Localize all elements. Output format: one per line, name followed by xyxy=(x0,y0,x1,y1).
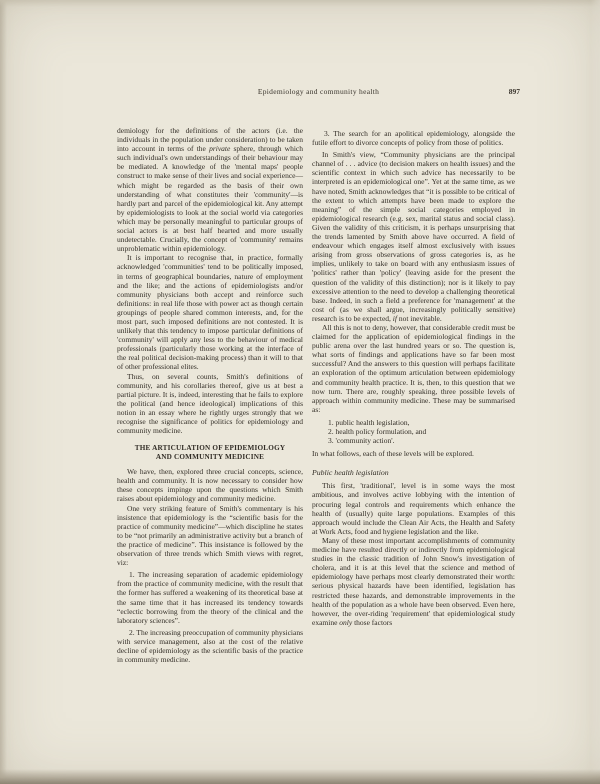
paragraph xyxy=(117,253,303,371)
text-run: 3. The search for an apolitical epidemiology, alongside the futile effort to divorce concepts of policy from those of politics. xyxy=(312,129,515,148)
text-run: One very striking feature of Smith's commentary is his insistence that epidemiology is the “scientific basis for the practice of community medicine”—which discipline he states to be “not primarily an administrative activity but a branch of the practice of medicine”. This insistance is followed by the observation of three trends which Smith views with regret, viz: xyxy=(117,503,303,568)
text-run: sphere, through which such individual's own understandings of their behaviour may be mediated. A knowledge of the 'mental maps' people construct to make sense of their lives and social experience—which might be regarded as the basis of their own understanding of what constitutes their 'community'—is hardly part and parcel of the epidemiological kit. Any attempt by epidemiologists to look at the social world via categories which may be personally meaningful to particular groups of social actors is at best half hearted and more usually undetectable. Crucially, the concept of 'community' remains unproblematic within epidemiology. xyxy=(117,144,303,254)
paragraph xyxy=(312,536,515,627)
text-run: In what follows, each of these levels will be explored. xyxy=(312,449,474,459)
column-right xyxy=(312,126,515,627)
text-run: private xyxy=(209,144,231,154)
running-head-title: Epidemiology and community health xyxy=(257,87,380,96)
text-run: only xyxy=(339,617,353,627)
paragraph xyxy=(117,467,303,503)
page-edge-shadow-top xyxy=(0,0,600,7)
text-run: 2. The increasing preoccupation of community physicians with service management, also at the cost of the relative decline of epidemiology as the scientific basis of the practice in community medicine. xyxy=(117,627,303,665)
page-edge-highlight-right xyxy=(591,0,600,784)
text-run: 1. The increasing separation of academic epidemiology from the practice of community medicine, with the result that the former has suffered a weakening of its theoretical base at the same time that it has increased its tendency towards “eclectic borrowing from the theory of the clinical and the laboratory sciences”. xyxy=(117,570,303,625)
text-run: Many of these most important accomplishments of community medicine have resulted directly or indirectly from epidemiological studies in the classic tradition of John Snow's investigation of cholera, and it is at this level that the science and method of epidemiology have perhaps most clearly demonstrated their worth: serious physical hazards have been identified, legislation has restricted these hazards, and demonstrable improvements in the health of the population as a whole have been observed. Even here, however, the over-riding 'requirement' that epidemiological study examine xyxy=(312,535,515,627)
page-number: 897 xyxy=(508,87,520,96)
list-item: 2. health policy formulation, and xyxy=(328,427,427,436)
paragraph xyxy=(117,504,303,568)
section-heading-line: AND COMMUNITY MEDICINE xyxy=(155,453,265,462)
page-edge-shadow-bottom xyxy=(0,769,600,784)
text-run: It is important to recognise that, in practice, formally acknowledged 'communities' tend to be politically imposed, in terms of geographical boundaries, nature of employment and the like; and the actions of epidemiologists and/or community physicians both accept and reinforce such definitions: in real life those with power act as though certain groupings of people shared common interests, and, for the most part, such imposed definitions are not contested. It is unlikely that this tendency to impose particular definitions of 'community' will apply any less to the behaviour of medical professionals (particularly those working at the interface of the real political decision-making process) than it will to that of other professional elites. xyxy=(117,253,303,372)
paragraph xyxy=(117,372,303,436)
text-run: if xyxy=(392,313,397,323)
text-run: We have, then, explored three crucial concepts, science, health and community. It is now necessary to consider how these concepts impinge upon the questions which Smith raises about epidemiology and community medicine. xyxy=(117,467,303,504)
list-item: 3. 'community action'. xyxy=(328,436,395,446)
text-run: Thus, on several counts, Smith's definitions of community, and his corollaries thereof, give us at best a partial picture. It is, indeed, interesting that he fails to explore the political (and hence ideological) implications of this notion in an essay where he rightly urges strongly that we recognise the significance of politics for epidemiology and community medicine. xyxy=(117,371,303,436)
running-head xyxy=(117,87,520,96)
approach-list xyxy=(328,418,515,445)
text-run: All this is not to deny, however, that considerable credit must be claimed for the application of epidemiological findings in the public arena over the last hundred years or so. The question is, what sorts of findings and applications have so far been most successful? And the answers to this question will perhaps facilitate an exploration of the optimum articulation between epidemiology and community health practice. It is, then, to this question that we now turn. There are, roughly speaking, three possible levels of approach within community medicine. These may be summarised as: xyxy=(312,322,515,414)
text-run: In Smith's view, “Community physicians are the principal channel of . . . advice (to decision makers on health issues) and the scientific context in which such advice has necessarily to be interpreted is an epidemiological one”. Yet at the same time, as we have noted, Smith acknowledges that “it is possible to be critical of the extent to which attempts have been made to explore the meaning” of the simple social categories employed in epidemiological research (e.g. sex, marital status and social class). Given the validity of this criticism, it is perhaps unsurprising that the trends lamented by Smith above have occurred. A field of endeavour which engages itself almost exclusively with issues arising from gross observations of gross categories is, as he implies, unlikely to take on board with any enthusiasm issues of 'politics' rather than 'policy' (leaving aside for the present the question of the validity of this distinction); nor is it likely to pay excessive attention to the need to develop a challenging theoretical base. Indeed, in such a field a preference for 'management' at the cost of (as we shall argue, increasingly politically sensitive) research is to be expected, xyxy=(312,150,515,323)
section-heading-line: THE ARTICULATION OF EPIDEMIOLOGY xyxy=(134,444,286,453)
page-edge-shadow-left xyxy=(0,0,7,784)
section-heading xyxy=(117,444,303,462)
paragraph xyxy=(117,126,303,253)
paragraph xyxy=(312,481,515,536)
text-run: demiology for the definitions of the actors (i.e. the individuals in the population under consideration) to be taken into account in terms of the xyxy=(117,126,303,154)
numbered-item xyxy=(117,570,303,625)
list-item: 1. public health legislation, xyxy=(328,417,410,427)
paragraph xyxy=(312,323,515,414)
paragraph xyxy=(312,150,515,323)
numbered-item xyxy=(117,628,303,664)
column-left xyxy=(117,126,303,667)
text-run: not inevitable. xyxy=(396,313,442,323)
subsection-heading: Public health legislation xyxy=(312,468,389,478)
text-run: This first, 'traditional', level is in some ways the most ambitious, and involves active lobbying with the intention of procuring legal controls and requirements which enhance the health of (usually) quite large populations. Examples of this approach would include the Clean Air Acts, the Health and Safety at Work Acts, food and hygiene legislation and the like. xyxy=(312,481,515,536)
paragraph xyxy=(312,449,515,458)
text-run: those factors xyxy=(352,617,393,627)
numbered-item xyxy=(312,129,515,147)
